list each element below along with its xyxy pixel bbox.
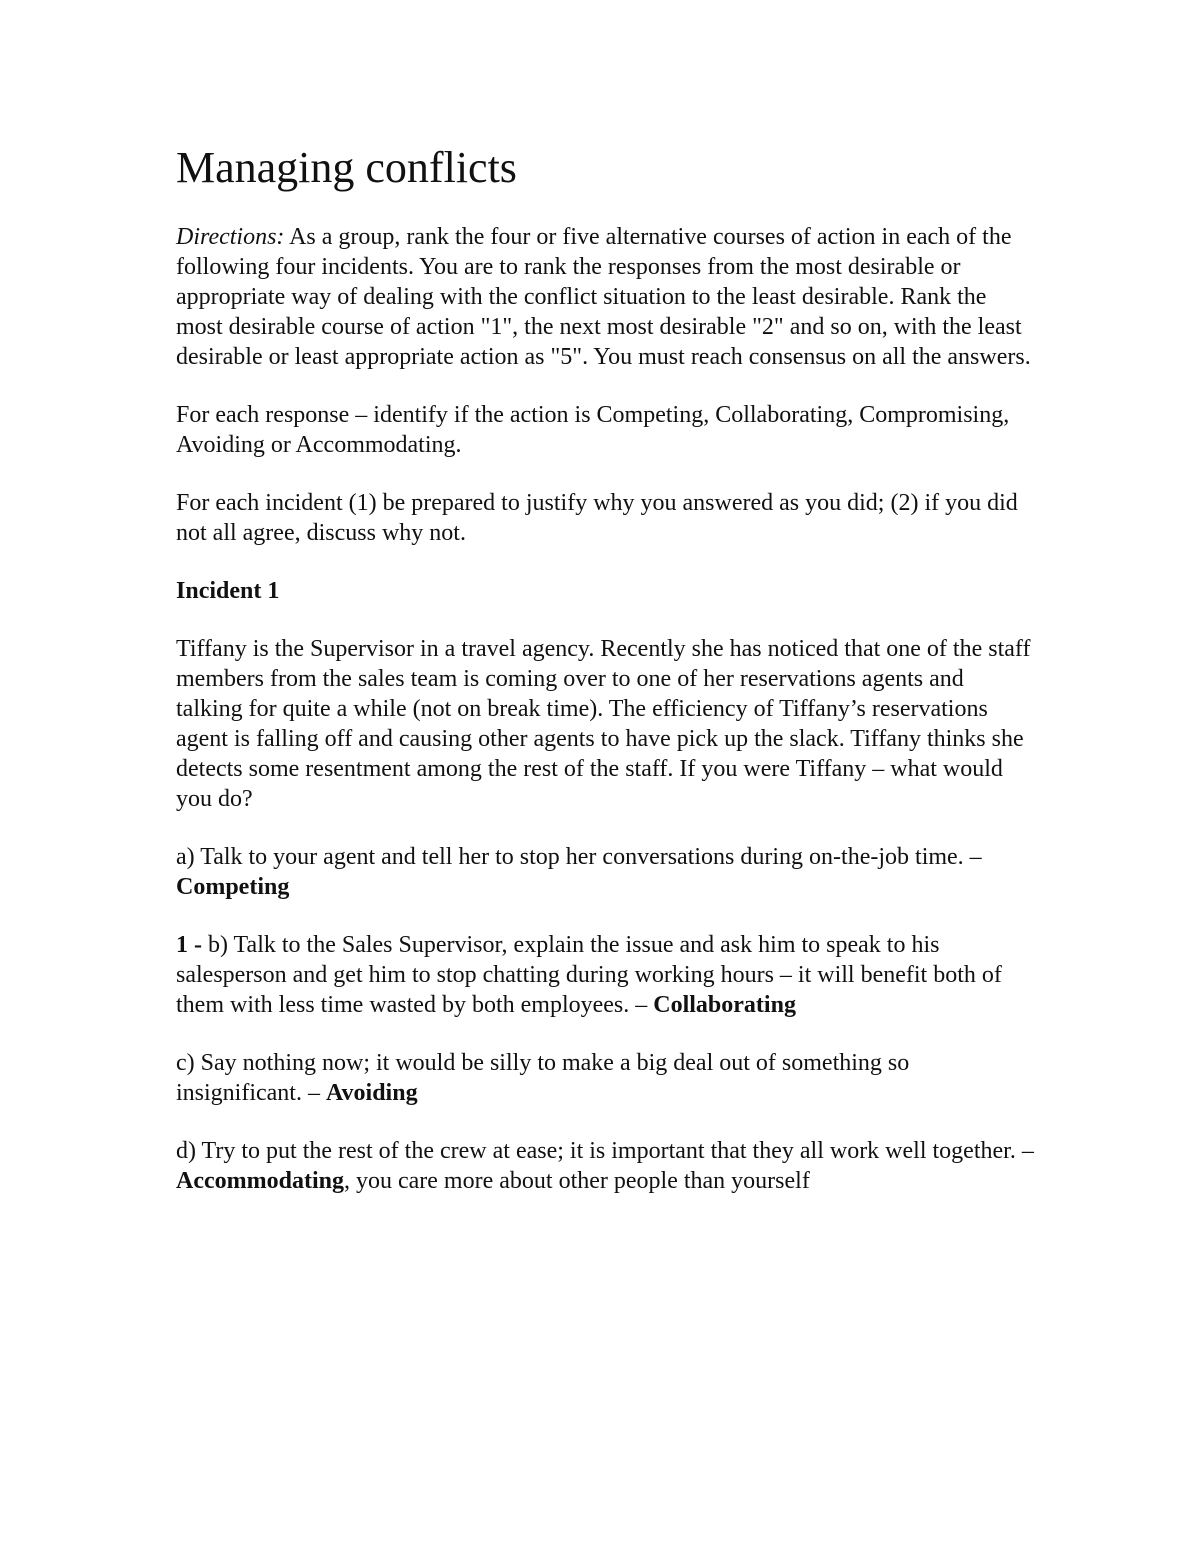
option-text: c) Say nothing now; it would be silly to make a big deal out of something so insignificant. – (176, 1050, 910, 1106)
justify-paragraph: For each incident (1) be prepared to justify why you answered as you did; (2) if you did not all agree, discuss why not. (176, 490, 1018, 546)
page-title: Managing conflicts (176, 143, 517, 192)
option-style: Avoiding (325, 1080, 418, 1106)
option-rank: 1 - (176, 932, 202, 958)
incident-story: Tiffany is the Supervisor in a travel agency. Recently she has noticed that one of the staff members from the sales team is coming over to one of her reservations agents and talking for quite a while (not on break time). The efficiency of Tiffany’s reservations agent is falling off and causing other agents to have pick up the slack. Tiffany thinks she detects some resentment among the rest of the staff. If you were Tiffany – what would you do? (176, 636, 1031, 812)
option-c (176, 1048, 1036, 1108)
option-style: Accommodating (176, 1168, 344, 1194)
option-style: Collaborating (653, 992, 796, 1018)
identify-paragraph: For each response – identify if the action is Competing, Collaborating, Compromising, Avoiding or Accommodating. (176, 402, 1010, 458)
option-text: d) Try to put the rest of the crew at ease; it is important that they all work well together. – (176, 1138, 1034, 1164)
option-a (176, 842, 1036, 902)
option-b (176, 930, 1036, 1020)
option-suffix: , you care more about other people than yourself (343, 1168, 810, 1194)
option-style: Competing (176, 874, 290, 900)
document-page (176, 140, 1036, 1224)
option-text: a) Talk to your agent and tell her to stop her conversations during on-the-job time. – (176, 844, 982, 870)
incident-heading: Incident 1 (176, 578, 280, 604)
directions-text: As a group, rank the four or five alternative courses of action in each of the following four incidents. You are to rank the responses from the most desirable or appropriate way of dealing with the conflict situation to the least desirable. Rank the most desirable course of action "1", the next most desirable "2" and so on, with the least desirable or least appropriate action as "5". You must reach consensus on all the answers. (176, 224, 1031, 370)
option-text: b) Talk to the Sales Supervisor, explain the issue and ask him to speak to his salesperson and get him to stop chatting during working hours – it will benefit both of them with less time wasted by both employees. – (176, 932, 1002, 1018)
option-d (176, 1136, 1036, 1196)
directions-label: Directions: (176, 224, 285, 250)
directions-paragraph (176, 222, 1036, 372)
